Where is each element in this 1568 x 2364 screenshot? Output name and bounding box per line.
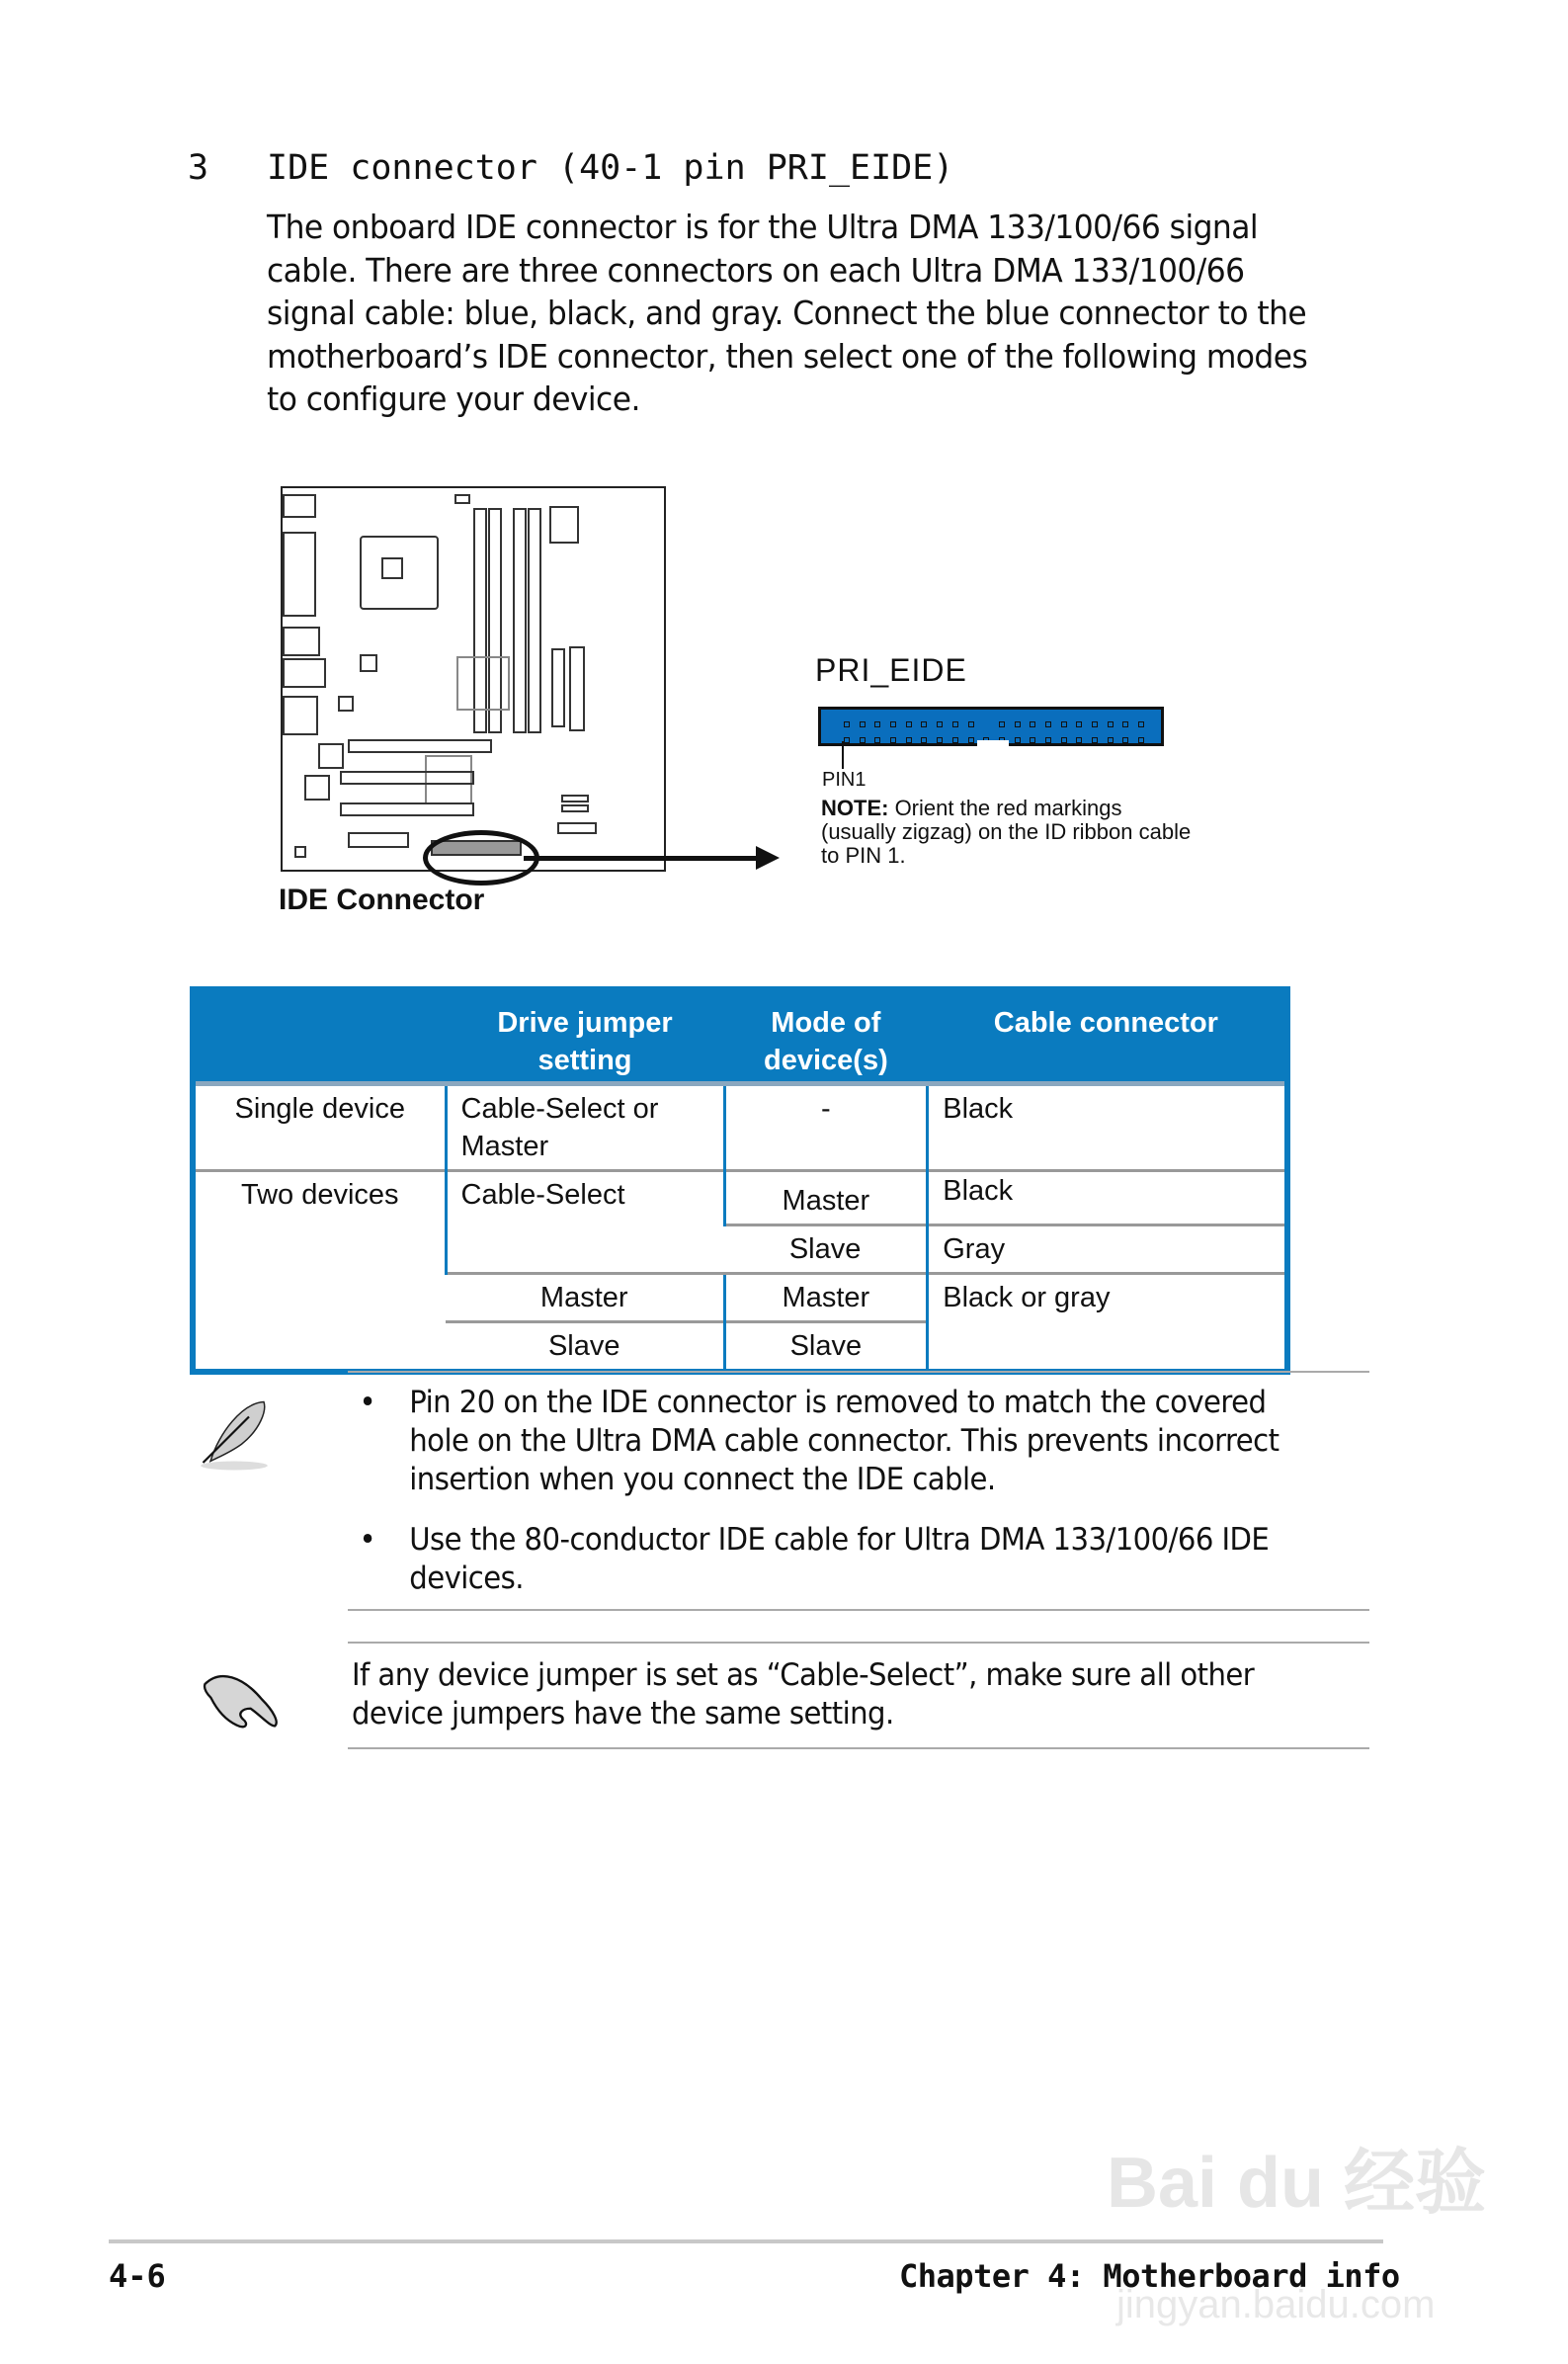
footer-rule: [109, 2239, 1383, 2243]
table-row: [193, 1084, 1287, 1171]
notes-list: [352, 1384, 1360, 1620]
table-cell: Gray: [928, 1225, 1287, 1274]
table-cell: Master: [724, 1171, 928, 1225]
pointing-hand-icon: [190, 1652, 289, 1750]
motherboard-diagram: [281, 486, 666, 872]
table-cell: Slave: [724, 1322, 928, 1373]
table-cell: Cable-Select: [446, 1171, 724, 1274]
list-item: • Use the 80-conductor IDE cable for Ultra DMA 133/100/66 IDE devices.: [359, 1522, 1270, 1596]
table-cell: Slave: [724, 1225, 928, 1274]
table-cell: Black: [928, 1171, 1287, 1225]
chapter-title: Chapter 4: Motherboard info: [899, 2257, 1400, 2295]
feather-pen-icon: [190, 1389, 279, 1481]
watermark-logo: Bai du 经验: [1107, 2144, 1487, 2223]
tip-top-rule: [348, 1642, 1369, 1644]
figure-note: [821, 797, 1197, 868]
section-heading: [188, 148, 953, 188]
ide-connector-label: IDE Connector: [279, 884, 485, 916]
ide-connector-highlight: [423, 830, 539, 886]
table-header: Drive jumper setting: [446, 989, 724, 1084]
note-top-rule: [348, 1371, 1369, 1373]
table-cell: Black or gray: [928, 1274, 1287, 1373]
watermark-url: jingyan.baidu.com: [1116, 2283, 1436, 2326]
pri-eide-connector: [818, 707, 1164, 746]
table-cell: -: [724, 1084, 928, 1171]
table-row: [193, 1171, 1287, 1225]
connector-key-notch: [977, 740, 1009, 746]
connector-label: PRI_EIDE: [815, 652, 967, 688]
note-bottom-rule: [348, 1609, 1369, 1611]
list-item: • Pin 20 on the IDE connector is removed to match the covered hole on the Ultra DMA cable connector. This prevents incorrect insertion when you connect the IDE cable.: [359, 1385, 1279, 1497]
table-header-row: [193, 989, 1287, 1084]
arrow-right-icon: [756, 846, 780, 870]
ide-jumper-table: [190, 986, 1290, 1375]
table-cell: Cable-Select or Master: [446, 1084, 724, 1171]
note-text: Use the 80-conductor IDE cable for Ultra DMA 133/100/66 IDE devices.: [409, 1522, 1270, 1596]
table-cell: Two devices: [193, 1171, 446, 1373]
table-header: Mode of device(s): [724, 989, 928, 1084]
pin1-label: PIN1: [822, 769, 867, 791]
note-text: Orient the red markings (usually zigzag) on the ID ribbon cable to PIN 1.: [821, 796, 1192, 868]
pin1-leader-line: [842, 741, 844, 769]
page-number: 4-6: [109, 2257, 166, 2295]
table-cell: Single device: [193, 1084, 446, 1171]
table-cell: Slave: [446, 1322, 724, 1373]
section-number: 3: [188, 148, 209, 188]
table-cell: Master: [446, 1274, 724, 1322]
table-cell: Black: [928, 1084, 1287, 1171]
note-text: Pin 20 on the IDE connector is removed to match the covered hole on the Ultra DMA cable connector. This prevents incorrect insertion when you connect the IDE cable.: [409, 1385, 1279, 1497]
table-cell: Master: [724, 1274, 928, 1322]
note-bold: NOTE:: [821, 796, 889, 820]
intro-paragraph: The onboard IDE connector is for the Ultra DMA 133/100/66 signal cable. There are three connectors on each Ultra DMA 133/100/66 signal cable: blue, black, and gray. Connect the blue connector to the motherboard’s IDE connector, then select one of the following modes to configure your device.: [267, 208, 1308, 418]
tip-text: If any device jumper is set as “Cable-Select”, make sure all other device jumpers have the same setting.: [352, 1657, 1255, 1731]
tip-bottom-rule: [348, 1747, 1369, 1749]
table-header: Cable connector: [928, 989, 1287, 1084]
section-title: IDE connector (40-1 pin PRI_EIDE): [267, 148, 954, 188]
table-header: [193, 989, 446, 1084]
arrow-line: [524, 856, 761, 861]
